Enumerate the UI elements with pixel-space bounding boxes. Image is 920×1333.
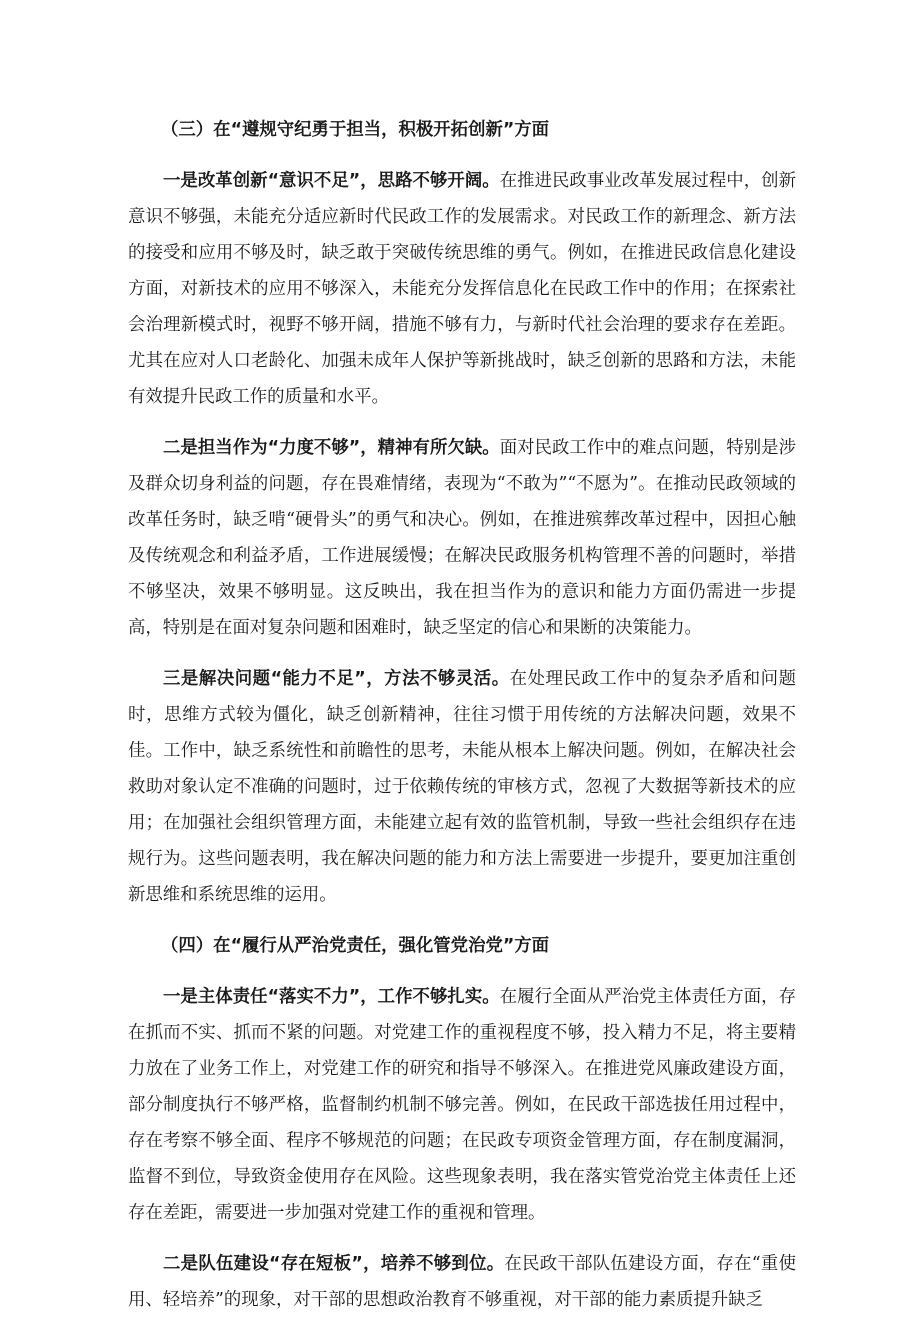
paragraph-lead: 二是担当作为“力度不够”，精神有所欠缺。 [163,438,500,458]
paragraph-body: 在处理民政工作中的复杂矛盾和问题时，思维方式较为僵化，缺乏创新精神，往往习惯于用传统的方法解决问题，效果不佳。工作中，缺乏系统性和前瞻性的思考，未能从根本上解决问题。例如，在解决社会救助对象认定不准确的问题时，过于依赖传统的审核方式，忽视了大数据等新技术的应用；在加强社会组织管理方面，未能建立起有效的监管机制，导致一些社会组织存在违规行为。这些问题表明，我在解决问题的能力和方法上需要进一步提升，要更加注重创新思维和系统思维的运用。 [128,669,796,905]
section-heading-4: （四）在“履行从严治党责任，强化管党治党”方面 [161,936,550,956]
paragraph-lead: 三是解决问题“能力不足”，方法不够灵活。 [163,669,510,689]
paragraph-main-responsibility [128,979,796,1231]
document-page [128,112,796,1333]
paragraph-body: 在推进民政事业改革发展过程中，创新意识不够强，未能充分适应新时代民政工作的发展需求。对民政工作的新理念、新方法的接受和应用不够及时，缺乏敢于突破传统思维的勇气。例如，在推进民政信息化建设方面，对新技术的应用不够深入，未能充分发挥信息化在民政工作中的作用；在探索社会治理新模式时，视野不够开阔，措施不够有力，与新时代社会治理的要求存在差距。尤其在应对人口老龄化、加强未成年人保护等新挑战时，缺乏创新的思路和方法，未能有效提升民政工作的质量和水平。 [128,171,796,407]
paragraph-lead: 一是主体责任“落实不力”，工作不够扎实。 [163,987,500,1007]
paragraph-body: 在民政干部队伍建设方面，存在“重使用、轻培养”的现象，对干部的思想政治教育不够重视，对干部的能力素质提升缺乏 [128,1254,796,1310]
paragraph-innovation [128,163,796,415]
paragraph-responsibility [128,430,796,646]
paragraph-team-building [128,1246,796,1318]
section-heading-3: （三）在“遵规守纪勇于担当，积极开拓创新”方面 [161,120,550,140]
paragraph-lead: 二是队伍建设“存在短板”，培养不够到位。 [163,1254,505,1274]
paragraph-lead: 一是改革创新“意识不足”，思路不够开阔。 [163,171,500,191]
paragraph-body: 面对民政工作中的难点问题，特别是涉及群众切身利益的问题，存在畏难情绪，表现为“不敢为”“不愿为”。在推动民政领域的改革任务时，缺乏啃“硬骨头”的勇气和决心。例如，在推进殡葬改革过程中，因担心触及传统观念和利益矛盾，工作进展缓慢；在解决民政服务机构管理不善的问题时，举措不够坚决，效果不够明显。这反映出，我在担当作为的意识和能力方面仍需进一步提高，特别是在面对复杂问题和困难时，缺乏坚定的信心和果断的决策能力。 [128,438,796,638]
paragraph-body: 在履行全面从严治党主体责任方面，存在抓而不实、抓而不紧的问题。对党建工作的重视程度不够，投入精力不足，将主要精力放在了业务工作上，对党建工作的研究和指导不够深入。在推进党风廉政建设方面，部分制度执行不够严格，监督制约机制不够完善。例如，在民政干部选拔任用过程中，存在考察不够全面、程序不够规范的问题；在民政专项资金管理方面，存在制度漏洞，监督不到位，导致资金使用存在风险。这些现象表明，我在落实管党治党主体责任上还存在差距，需要进一步加强对党建工作的重视和管理。 [128,987,796,1223]
paragraph-problem-solving [128,661,796,913]
